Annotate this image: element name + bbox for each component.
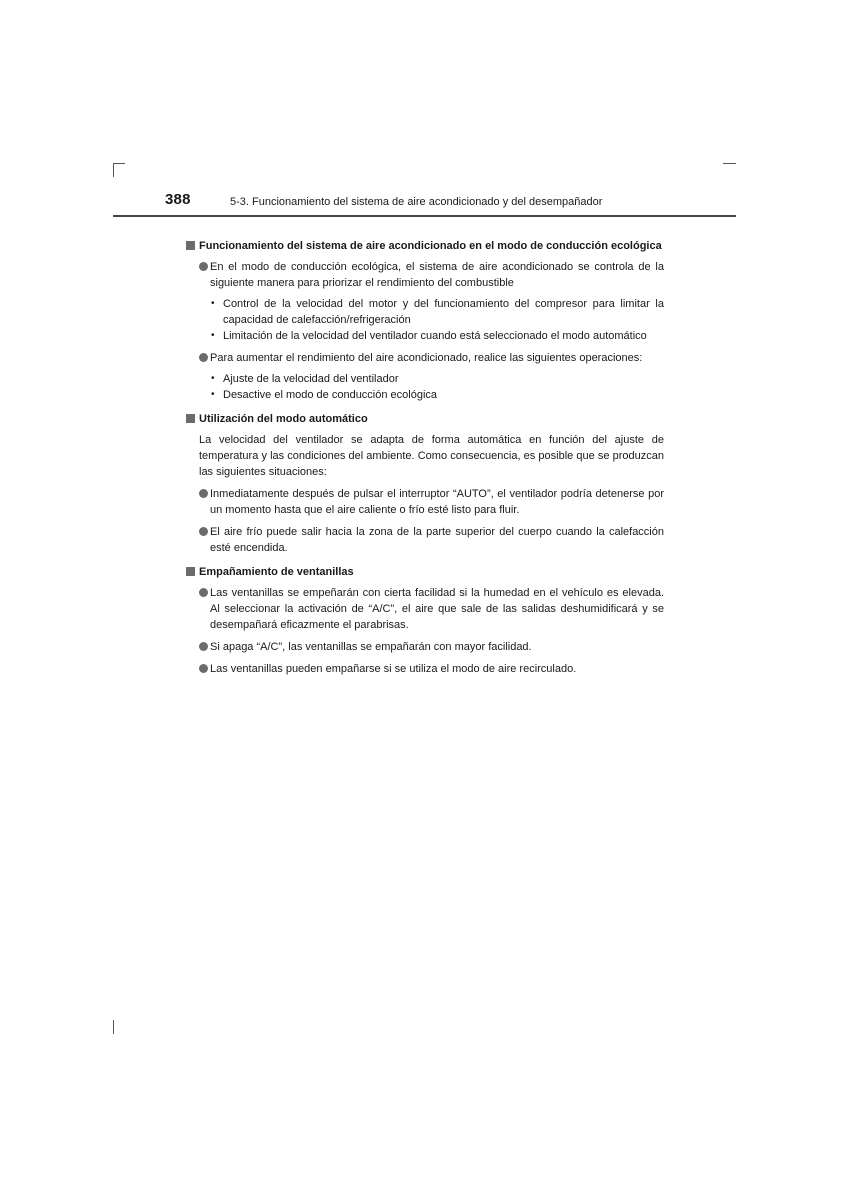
round-bullet-icon [199, 489, 208, 498]
section-title: 5-3. Funcionamiento del sistema de aire acondicionado y del desempañador [230, 196, 603, 208]
sub-list [186, 296, 664, 344]
sub-list-item [210, 296, 664, 328]
round-bullet-icon [199, 664, 208, 673]
crop-mark-top-left-vertical [113, 163, 114, 177]
list-item-text: Las ventanillas pueden empañarse si se utiliza el modo de aire recirculado. [210, 663, 577, 675]
list-item-text: Para aumentar el rendimiento del aire acondicionado, realice las siguientes operaciones: [210, 352, 643, 364]
page-header [113, 186, 736, 216]
round-bullet-icon [199, 353, 208, 362]
header-rule [113, 215, 736, 217]
sub-list-item [210, 371, 664, 387]
crop-mark-top-right [723, 163, 736, 164]
list-item [199, 585, 664, 633]
page-number: 388 [165, 191, 191, 208]
list-item-text: En el modo de conducción ecológica, el sistema de aire acondicionado se controla de la siguiente manera para priorizar el rendimiento del combustible [210, 261, 664, 289]
section-heading-text: Funcionamiento del sistema de aire acondicionado en el modo de conducción ecológica [199, 240, 662, 252]
round-bullet-icon [199, 527, 208, 536]
list-item [199, 639, 664, 655]
sub-list [186, 371, 664, 403]
page-content [186, 238, 664, 683]
crop-mark-bottom-left [113, 1020, 114, 1034]
list-item-text: Si apaga “A/C”, las ventanillas se empañarán con mayor facilidad. [210, 641, 532, 653]
list-item-text: Las ventanillas se empeñarán con cierta facilidad si la humedad en el vehículo es elevada. Al seleccionar la activación de “A/C”, el aire que sale de las salidas deshumidificará y se desempañará eficazmente el parabrisas. [210, 587, 664, 631]
sub-list-item-text: Control de la velocidad del motor y del funcionamiento del compresor para limitar la capacidad de calefacción/refrigeración [223, 298, 664, 326]
round-bullet-icon [199, 588, 208, 597]
round-bullet-icon [199, 642, 208, 651]
middle-dot-icon: • [211, 389, 215, 400]
list-item [199, 486, 664, 518]
middle-dot-icon: • [211, 298, 215, 309]
middle-dot-icon: • [211, 330, 215, 341]
list-item [199, 524, 664, 556]
sub-list-item-text: Limitación de la velocidad del ventilador cuando está seleccionado el modo automático [223, 330, 647, 342]
sub-list-item [210, 328, 664, 344]
section-heading-text: Utilización del modo automático [199, 413, 368, 425]
section-heading-window-fogging [186, 564, 664, 580]
square-bullet-icon [186, 414, 195, 423]
round-bullet-icon [199, 262, 208, 271]
middle-dot-icon: • [211, 373, 215, 384]
list-item-text: Inmediatamente después de pulsar el interruptor “AUTO”, el ventilador podría detenerse por un momento hasta que el aire caliente o frío esté listo para fluir. [210, 488, 664, 516]
list-item-text: El aire frío puede salir hacia la zona de la parte superior del cuerpo cuando la calefacción esté encendida. [210, 526, 664, 554]
paragraph: La velocidad del ventilador se adapta de forma automática en función del ajuste de temperatura y las condiciones del ambiente. Como consecuencia, es posible que se produzcan las siguientes situaciones: [199, 434, 664, 478]
crop-mark-top-left-horizontal [113, 163, 125, 164]
list-item [199, 661, 664, 677]
sub-list-item [210, 387, 664, 403]
section-heading-text: Empañamiento de ventanillas [199, 566, 354, 578]
sub-list-item-text: Desactive el modo de conducción ecológica [223, 389, 438, 401]
section-heading-eco-mode [186, 238, 664, 254]
square-bullet-icon [186, 241, 195, 250]
square-bullet-icon [186, 567, 195, 576]
list-item [199, 350, 664, 366]
sub-list-item-text: Ajuste de la velocidad del ventilador [223, 373, 399, 385]
section-heading-auto-mode [186, 411, 664, 427]
list-item [199, 259, 664, 291]
